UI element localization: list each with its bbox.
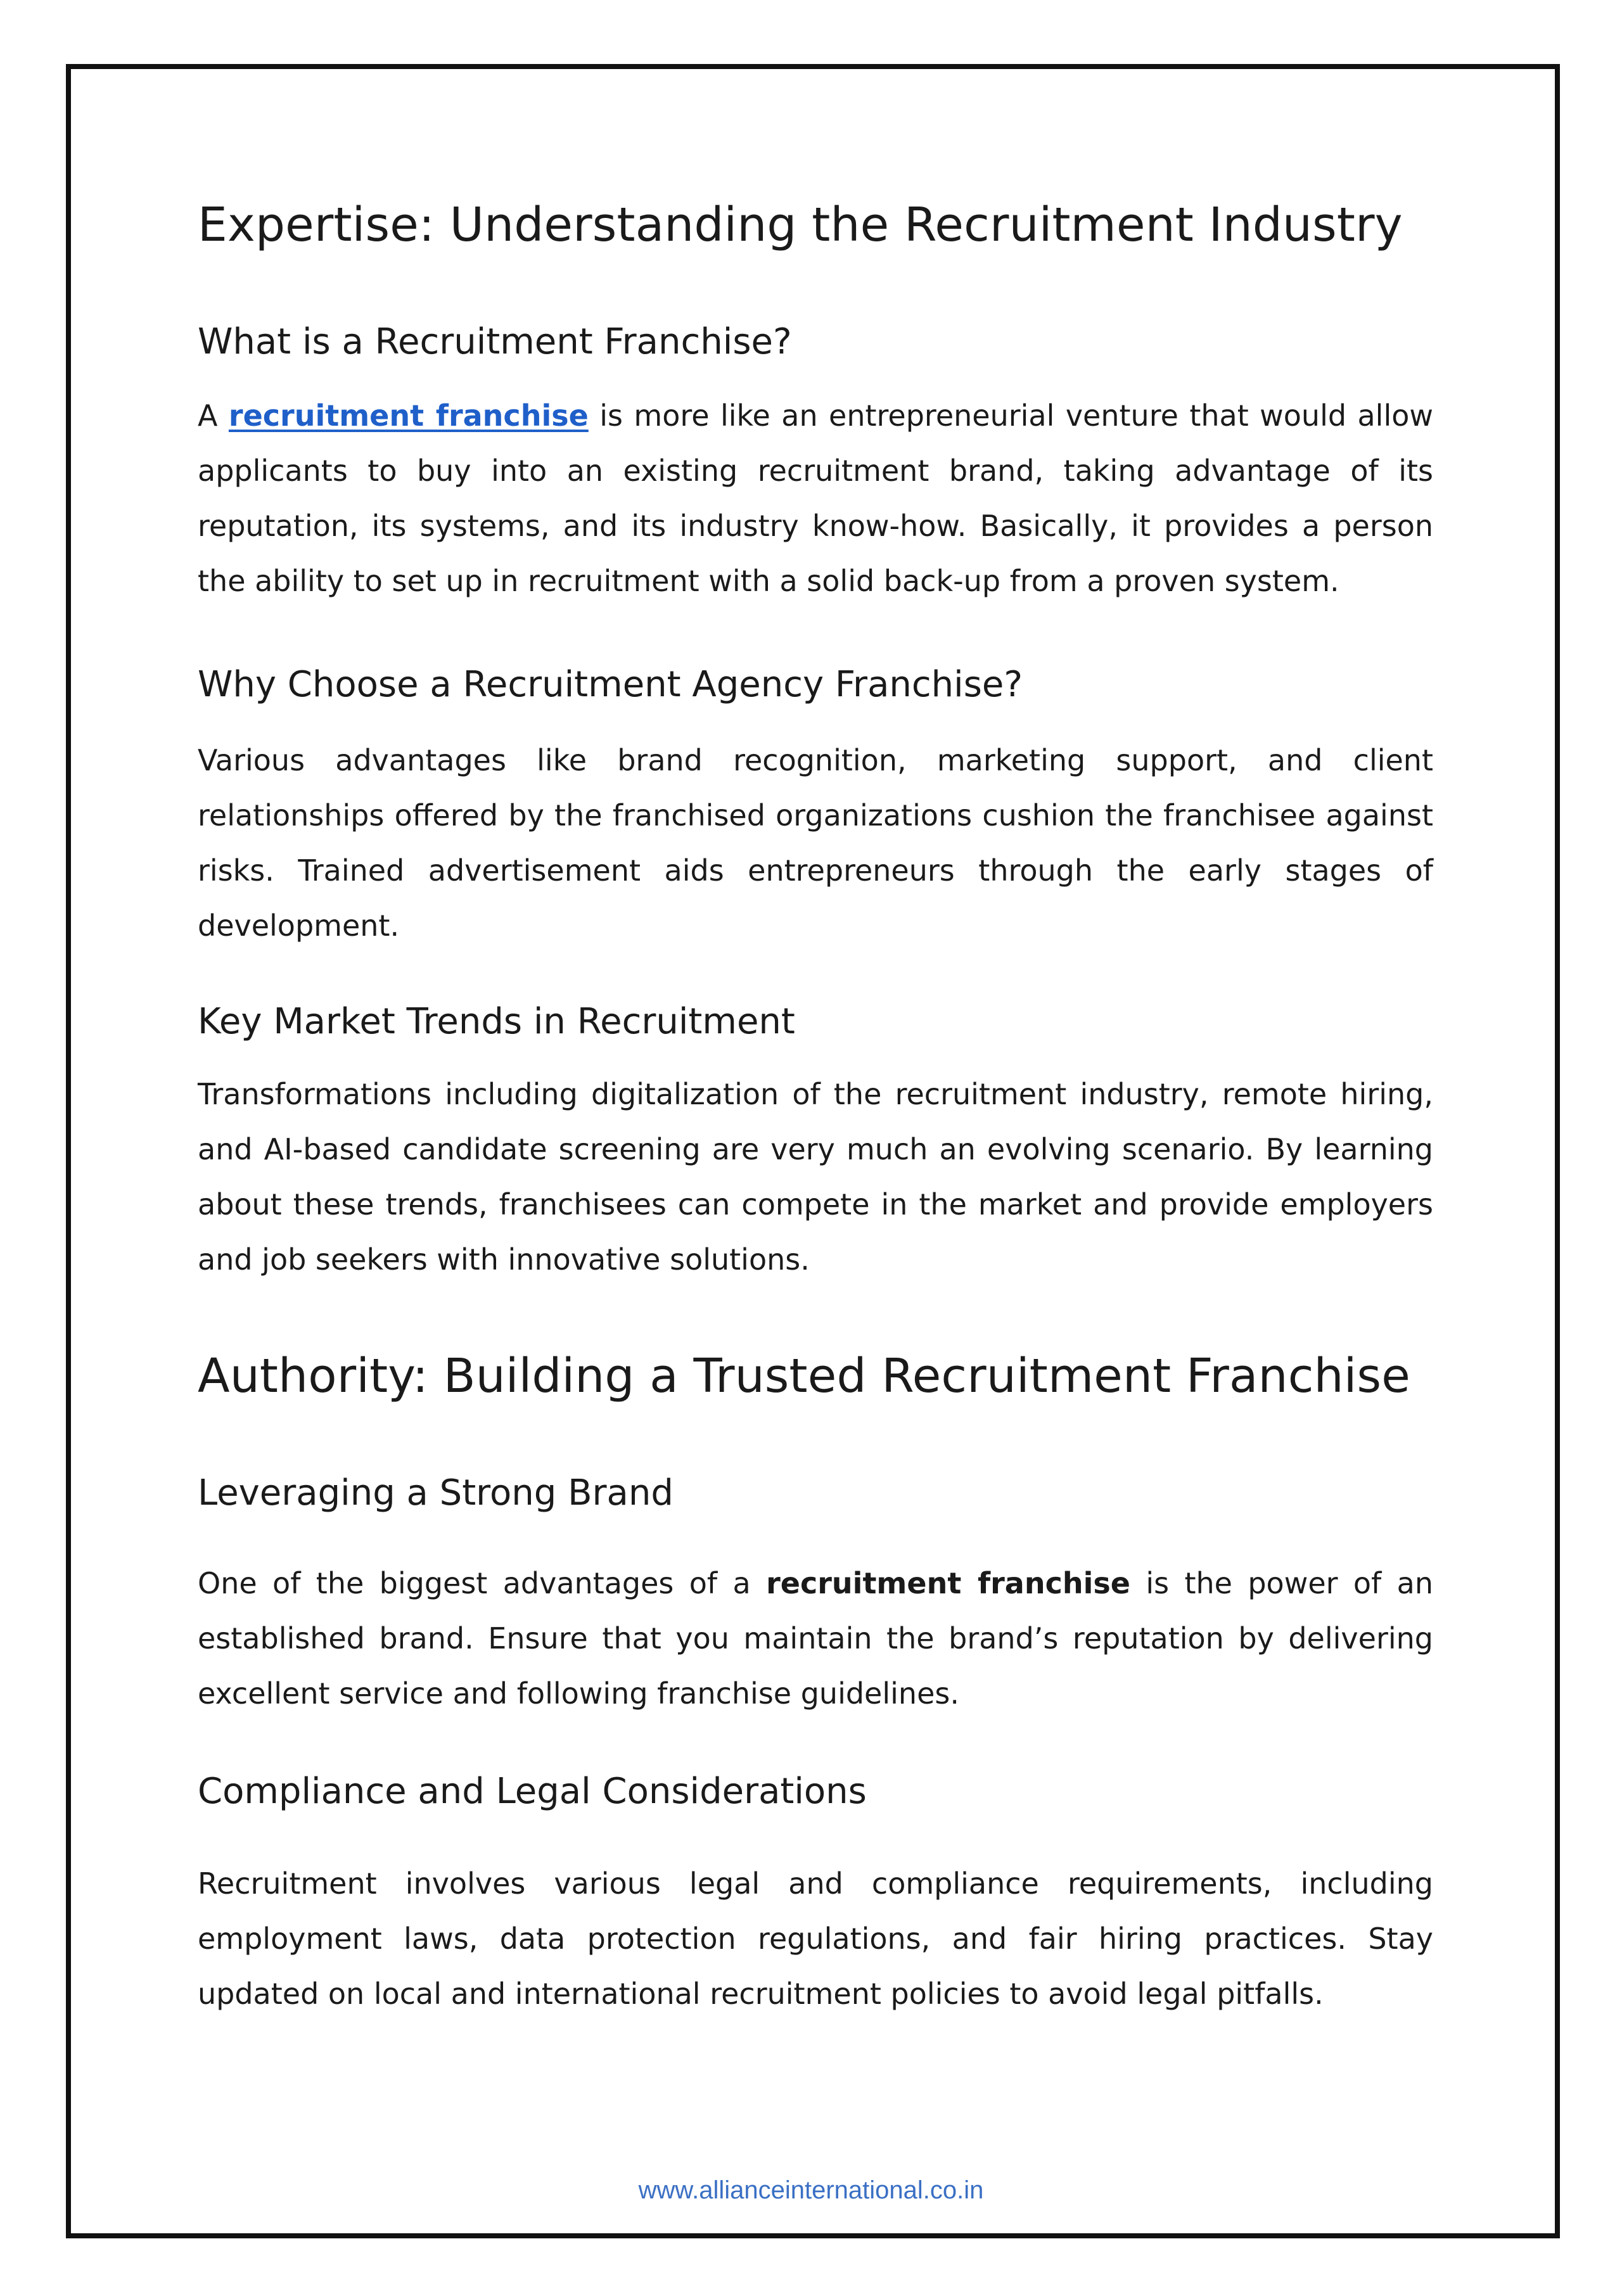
section-heading-expertise: Expertise: Understanding the Recruitment Industry (198, 198, 1403, 252)
subheading-key-market-trends: Key Market Trends in Recruitment (198, 1001, 795, 1042)
recruitment-franchise-link[interactable]: recruitment franchise (228, 399, 589, 433)
section-heading-authority: Authority: Building a Trusted Recruitment Franchise (198, 1349, 1410, 1403)
recruitment-franchise-bold: recruitment franchise (766, 1566, 1130, 1600)
subheading-leveraging-strong-brand: Leveraging a Strong Brand (198, 1472, 674, 1514)
paragraph-key-market-trends: Transformations including digitalization of the recruitment industry, remote hiring, and AI-based candidate screening are very much an evolving scenario. By learning about these trends, franchisees can compete in the market and provide employers and job seekers with innovative solutions. (198, 1077, 1433, 1277)
subheading-what-is-recruitment-franchise: What is a Recruitment Franchise? (198, 321, 792, 362)
paragraph-text-prefix: One of the biggest advantages of a (198, 1566, 767, 1600)
paragraph-what-is-recruitment-franchise (198, 388, 1433, 609)
subheading-compliance-legal: Compliance and Legal Considerations (198, 1771, 867, 1812)
paragraph-leveraging-strong-brand (198, 1556, 1433, 1721)
paragraph-text-suffix: is the power of an established brand. Ensure that you maintain the brand’s reputation by delivering excellent service and following franchise guidelines. (198, 1566, 1433, 1711)
footer-website-url: www.allianceinternational.co.in (638, 2176, 984, 2204)
subheading-why-choose-agency-franchise: Why Choose a Recruitment Agency Franchise? (198, 664, 1023, 705)
paragraph-why-choose-agency-franchise: Various advantages like brand recognition, marketing support, and client relationships offered by the franchised organizations cushion the franchisee against risks. Trained advertisement aids entrepreneurs through the early stages of development. (198, 743, 1433, 943)
paragraph-text-prefix: A (198, 399, 229, 433)
paragraph-compliance-legal: Recruitment involves various legal and compliance requirements, including employment laws, data protection regulations, and fair hiring practices. Stay updated on local and international recruitment policies to avoid legal pitfalls. (198, 1866, 1433, 2011)
paragraph-text-suffix: is more like an entrepreneurial venture that would allow applicants to buy into an existing recruitment brand, taking advantage of its reputation, its systems, and its industry know-how. Basically, it provides a person the ability to set up in recruitment with a solid back-up from a proven system. (198, 399, 1434, 598)
